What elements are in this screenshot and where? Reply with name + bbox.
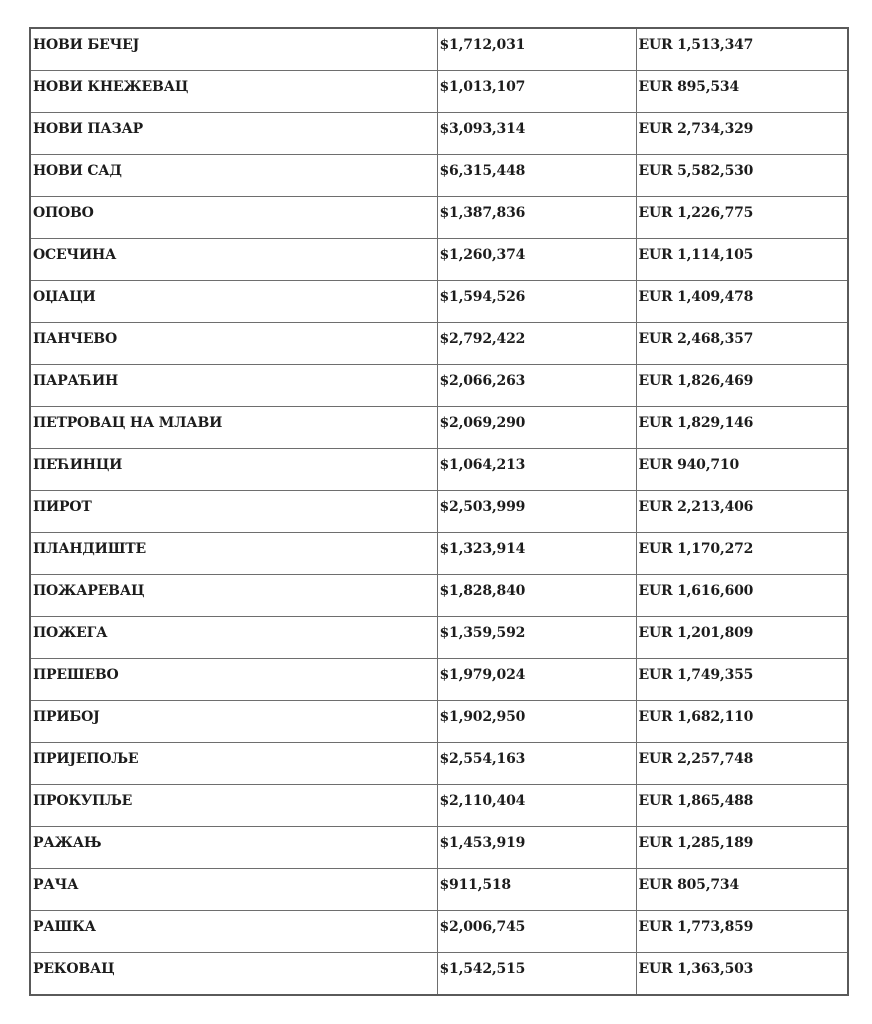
municipality-name-text: ОСЕЧИНА	[33, 247, 117, 263]
eur-amount-cell	[636, 71, 848, 113]
municipality-name-text: ПАНЧЕВО	[33, 331, 117, 347]
municipality-name-text: ПОЖЕГА	[33, 625, 108, 641]
municipality-funding-table	[29, 27, 849, 996]
usd-amount-text: $1,013,107	[439, 79, 526, 95]
municipality-name-text: ПОЖАРЕВАЦ	[33, 583, 145, 599]
eur-amount-text: EUR 895,534	[638, 79, 740, 95]
usd-amount-cell	[437, 449, 636, 491]
table-row	[30, 323, 848, 365]
usd-amount-text: $1,902,950	[439, 709, 526, 725]
table-row	[30, 953, 848, 996]
municipality-name-text: РАЖАЊ	[33, 835, 102, 851]
eur-amount-cell	[636, 365, 848, 407]
usd-amount-cell	[437, 155, 636, 197]
eur-amount-cell	[636, 449, 848, 491]
municipality-name-cell	[30, 155, 437, 197]
eur-amount-cell	[636, 953, 848, 996]
usd-amount-cell	[437, 197, 636, 239]
eur-amount-text: EUR 1,201,809	[638, 625, 754, 641]
eur-amount-cell	[636, 155, 848, 197]
usd-amount-text: $2,792,422	[439, 331, 526, 347]
municipality-name-text: ПАРАЋИН	[33, 373, 119, 389]
usd-amount-cell	[437, 71, 636, 113]
usd-amount-text: $1,712,031	[439, 37, 526, 53]
municipality-name-text: НОВИ САД	[33, 163, 122, 179]
usd-amount-cell	[437, 911, 636, 953]
table-row	[30, 575, 848, 617]
municipality-name-cell	[30, 197, 437, 239]
eur-amount-cell	[636, 785, 848, 827]
eur-amount-cell	[636, 827, 848, 869]
eur-amount-text: EUR 1,170,272	[638, 541, 754, 557]
eur-amount-cell	[636, 239, 848, 281]
table-row	[30, 113, 848, 155]
municipality-name-cell	[30, 491, 437, 533]
eur-amount-text: EUR 1,682,110	[638, 709, 754, 725]
usd-amount-cell	[437, 28, 636, 71]
usd-amount-cell	[437, 113, 636, 155]
eur-amount-text: EUR 1,114,105	[638, 247, 754, 263]
usd-amount-text: $2,069,290	[439, 415, 526, 431]
usd-amount-text: $1,359,592	[439, 625, 526, 641]
usd-amount-text: $2,110,404	[439, 793, 526, 809]
eur-amount-text: EUR 1,513,347	[638, 37, 754, 53]
eur-amount-cell	[636, 113, 848, 155]
eur-amount-cell	[636, 869, 848, 911]
usd-amount-text: $1,064,213	[439, 457, 526, 473]
municipality-name-cell	[30, 911, 437, 953]
municipality-name-text: ПРОКУПЉЕ	[33, 793, 133, 809]
usd-amount-cell	[437, 365, 636, 407]
usd-amount-cell	[437, 323, 636, 365]
table-row	[30, 785, 848, 827]
table-row	[30, 281, 848, 323]
table-row	[30, 28, 848, 71]
municipality-name-cell	[30, 575, 437, 617]
table-row	[30, 155, 848, 197]
municipality-name-cell	[30, 869, 437, 911]
usd-amount-cell	[437, 407, 636, 449]
municipality-name-cell	[30, 71, 437, 113]
usd-amount-text: $1,387,836	[439, 205, 526, 221]
table-row	[30, 365, 848, 407]
eur-amount-cell	[636, 197, 848, 239]
municipality-name-cell	[30, 785, 437, 827]
eur-amount-text: EUR 1,226,775	[638, 205, 754, 221]
table-row	[30, 239, 848, 281]
municipality-name-cell	[30, 701, 437, 743]
usd-amount-text: $1,979,024	[439, 667, 526, 683]
municipality-name-cell	[30, 617, 437, 659]
table-row	[30, 701, 848, 743]
municipality-name-text: РЕКОВАЦ	[33, 961, 115, 977]
usd-amount-text: $6,315,448	[439, 163, 526, 179]
usd-amount-text: $1,828,840	[439, 583, 526, 599]
eur-amount-cell	[636, 659, 848, 701]
eur-amount-cell	[636, 575, 848, 617]
table-row	[30, 533, 848, 575]
municipality-name-cell	[30, 407, 437, 449]
usd-amount-text: $2,554,163	[439, 751, 526, 767]
eur-amount-text: EUR 1,865,488	[638, 793, 754, 809]
eur-amount-cell	[636, 491, 848, 533]
eur-amount-cell	[636, 407, 848, 449]
usd-amount-cell	[437, 617, 636, 659]
eur-amount-text: EUR 1,409,478	[638, 289, 754, 305]
usd-amount-text: $2,503,999	[439, 499, 526, 515]
table-row	[30, 407, 848, 449]
municipality-name-cell	[30, 239, 437, 281]
usd-amount-cell	[437, 491, 636, 533]
usd-amount-cell	[437, 575, 636, 617]
table-row	[30, 911, 848, 953]
municipality-name-cell	[30, 533, 437, 575]
table-row	[30, 827, 848, 869]
usd-amount-text: $1,594,526	[439, 289, 526, 305]
municipality-name-text: ПИРОТ	[33, 499, 92, 515]
municipality-name-cell	[30, 743, 437, 785]
table-body	[30, 28, 848, 995]
eur-amount-text: EUR 1,829,146	[638, 415, 754, 431]
eur-amount-text: EUR 1,363,503	[638, 961, 754, 977]
municipality-name-cell	[30, 323, 437, 365]
municipality-name-cell	[30, 827, 437, 869]
municipality-name-text: ПЕТРОВАЦ НА МЛАВИ	[33, 415, 223, 431]
municipality-name-text: НОВИ КНЕЖЕВАЦ	[33, 79, 189, 95]
municipality-name-cell	[30, 28, 437, 71]
usd-amount-text: $911,518	[439, 877, 511, 893]
eur-amount-cell	[636, 281, 848, 323]
usd-amount-cell	[437, 533, 636, 575]
table-row	[30, 197, 848, 239]
usd-amount-cell	[437, 743, 636, 785]
table-row	[30, 449, 848, 491]
usd-amount-cell	[437, 785, 636, 827]
table-row	[30, 71, 848, 113]
municipality-name-text: РАЧА	[33, 877, 79, 893]
municipality-name-cell	[30, 659, 437, 701]
eur-amount-text: EUR 1,616,600	[638, 583, 754, 599]
eur-amount-text: EUR 5,582,530	[638, 163, 754, 179]
eur-amount-cell	[636, 743, 848, 785]
eur-amount-text: EUR 2,213,406	[638, 499, 754, 515]
eur-amount-cell	[636, 533, 848, 575]
municipality-name-text: НОВИ БЕЧЕЈ	[33, 37, 140, 53]
municipality-name-cell	[30, 281, 437, 323]
eur-amount-text: EUR 1,749,355	[638, 667, 754, 683]
eur-amount-text: EUR 2,734,329	[638, 121, 754, 137]
municipality-name-cell	[30, 953, 437, 996]
usd-amount-cell	[437, 281, 636, 323]
usd-amount-text: $2,066,263	[439, 373, 526, 389]
municipality-name-text: ПЕЋИНЦИ	[33, 457, 123, 473]
table-row	[30, 659, 848, 701]
table-row	[30, 743, 848, 785]
eur-amount-text: EUR 1,773,859	[638, 919, 754, 935]
municipality-name-text: ПРИЈЕПОЉЕ	[33, 751, 139, 767]
municipality-name-text: РАШКА	[33, 919, 96, 935]
eur-amount-text: EUR 1,826,469	[638, 373, 754, 389]
usd-amount-cell	[437, 239, 636, 281]
eur-amount-text: EUR 2,468,357	[638, 331, 754, 347]
eur-amount-cell	[636, 323, 848, 365]
usd-amount-text: $3,093,314	[439, 121, 526, 137]
table-row	[30, 617, 848, 659]
municipality-name-text: ПРЕШЕВО	[33, 667, 119, 683]
eur-amount-text: EUR 940,710	[638, 457, 740, 473]
municipality-name-text: ПЛАНДИШТЕ	[33, 541, 146, 557]
eur-amount-text: EUR 2,257,748	[638, 751, 754, 767]
eur-amount-cell	[636, 28, 848, 71]
eur-amount-cell	[636, 617, 848, 659]
usd-amount-cell	[437, 827, 636, 869]
municipality-name-text: ПРИБОЈ	[33, 709, 100, 725]
usd-amount-text: $1,542,515	[439, 961, 526, 977]
usd-amount-cell	[437, 659, 636, 701]
municipality-name-cell	[30, 449, 437, 491]
usd-amount-cell	[437, 953, 636, 996]
municipality-name-text: ОПОВО	[33, 205, 94, 221]
usd-amount-text: $1,453,919	[439, 835, 526, 851]
usd-amount-cell	[437, 869, 636, 911]
eur-amount-text: EUR 1,285,189	[638, 835, 754, 851]
usd-amount-text: $1,260,374	[439, 247, 526, 263]
municipality-name-cell	[30, 113, 437, 155]
eur-amount-text: EUR 805,734	[638, 877, 740, 893]
usd-amount-text: $2,006,745	[439, 919, 526, 935]
municipality-name-text: НОВИ ПАЗАР	[33, 121, 144, 137]
usd-amount-text: $1,323,914	[439, 541, 526, 557]
eur-amount-cell	[636, 701, 848, 743]
usd-amount-cell	[437, 701, 636, 743]
table-row	[30, 869, 848, 911]
municipality-name-cell	[30, 365, 437, 407]
table-row	[30, 491, 848, 533]
eur-amount-cell	[636, 911, 848, 953]
municipality-name-text: ОЏАЦИ	[33, 289, 96, 305]
